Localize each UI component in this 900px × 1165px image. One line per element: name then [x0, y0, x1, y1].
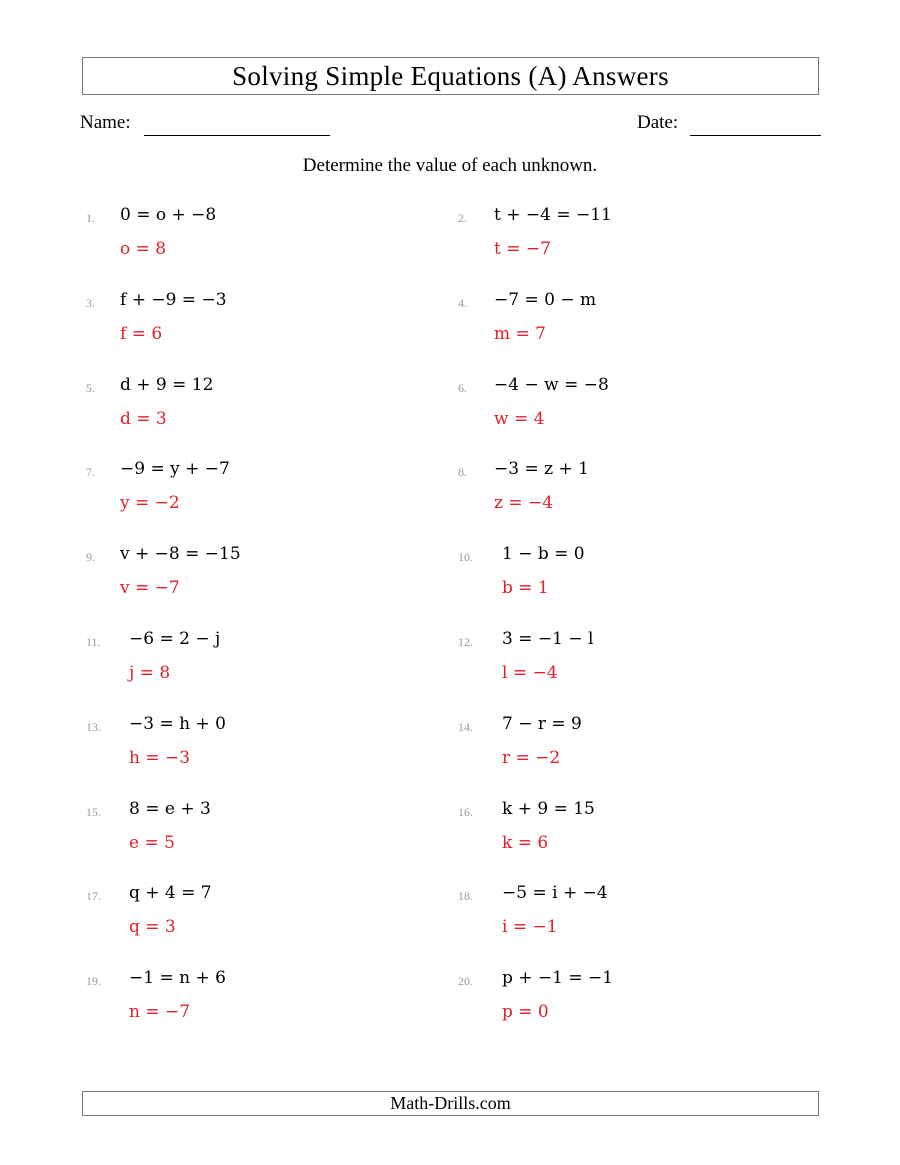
problem-equation: −6 = 2 − j [129, 629, 221, 649]
problem-number: 20. [458, 974, 473, 988]
problem-equation: 3 = −1 − l [502, 629, 594, 649]
problem-equation: 1 − b = 0 [502, 544, 585, 564]
problem-number: 11. [86, 635, 101, 649]
problem-equation: p + −1 = −1 [502, 968, 614, 988]
name-field-line[interactable] [144, 135, 330, 136]
problem-equation: v + −8 = −15 [120, 544, 241, 564]
problem-answer: i = −1 [502, 917, 558, 937]
problem-answer: w = 4 [494, 409, 545, 429]
problem-number: 10. [458, 550, 473, 564]
problem-answer: d = 3 [120, 409, 167, 429]
problem-answer: o = 8 [120, 239, 167, 259]
problem-answer: q = 3 [129, 917, 176, 937]
problem-answer: b = 1 [502, 578, 549, 598]
problem-answer: f = 6 [120, 324, 163, 344]
problem-equation: 7 − r = 9 [502, 714, 582, 734]
problem-number: 16. [458, 805, 473, 819]
problem-number: 14. [458, 720, 473, 734]
name-label: Name: [80, 112, 131, 133]
problem-equation: t + −4 = −11 [494, 205, 612, 225]
problem-answer: r = −2 [502, 748, 561, 768]
problem-number: 17. [86, 889, 101, 903]
footer-box [82, 1091, 819, 1116]
date-field-line[interactable] [690, 135, 821, 136]
page-title: Solving Simple Equations (A) Answers [232, 61, 669, 91]
problem-equation: −9 = y + −7 [120, 459, 230, 479]
problem-number: 18. [458, 889, 473, 903]
problem-answer: m = 7 [494, 324, 546, 344]
instructions: Determine the value of each unknown. [302, 155, 598, 176]
problem-number: 5. [86, 381, 95, 395]
problem-answer: k = 6 [502, 833, 549, 853]
problem-answer: v = −7 [120, 578, 180, 598]
problem-equation: d + 9 = 12 [120, 375, 214, 395]
problem-answer: h = −3 [129, 748, 191, 768]
problem-number: 13. [86, 720, 101, 734]
problem-answer: j = 8 [129, 663, 171, 683]
problem-number: 4. [458, 296, 467, 310]
problem-equation: 8 = e + 3 [129, 799, 211, 819]
problem-number: 1. [86, 211, 95, 225]
problem-equation: f + −9 = −3 [120, 290, 227, 310]
problem-answer: l = −4 [502, 663, 558, 683]
problem-number: 3. [86, 296, 95, 310]
problem-number: 8. [458, 465, 467, 479]
problem-equation: k + 9 = 15 [502, 799, 595, 819]
problem-equation: −3 = z + 1 [494, 459, 589, 479]
problem-equation: q + 4 = 7 [129, 883, 212, 903]
footer-site: Math-Drills.com [390, 1093, 511, 1113]
problem-answer: t = −7 [494, 239, 551, 259]
problem-number: 6. [458, 381, 467, 395]
problem-number: 15. [86, 805, 101, 819]
title-box [82, 57, 819, 95]
problem-answer: p = 0 [502, 1002, 549, 1022]
problem-answer: e = 5 [129, 833, 175, 853]
date-label: Date: [637, 112, 679, 133]
problem-number: 19. [86, 974, 101, 988]
problem-answer: y = −2 [120, 493, 180, 513]
problem-equation: −5 = i + −4 [502, 883, 608, 903]
problem-answer: z = −4 [494, 493, 554, 513]
problem-answer: n = −7 [129, 1002, 191, 1022]
problem-equation: 0 = o + −8 [120, 205, 217, 225]
problem-number: 9. [86, 550, 95, 564]
problem-number: 7. [86, 465, 95, 479]
problem-number: 2. [458, 211, 467, 225]
problem-equation: −4 − w = −8 [494, 375, 609, 395]
problem-number: 12. [458, 635, 473, 649]
problem-equation: −3 = h + 0 [129, 714, 226, 734]
problem-equation: −7 = 0 − m [494, 290, 597, 310]
problem-equation: −1 = n + 6 [129, 968, 226, 988]
